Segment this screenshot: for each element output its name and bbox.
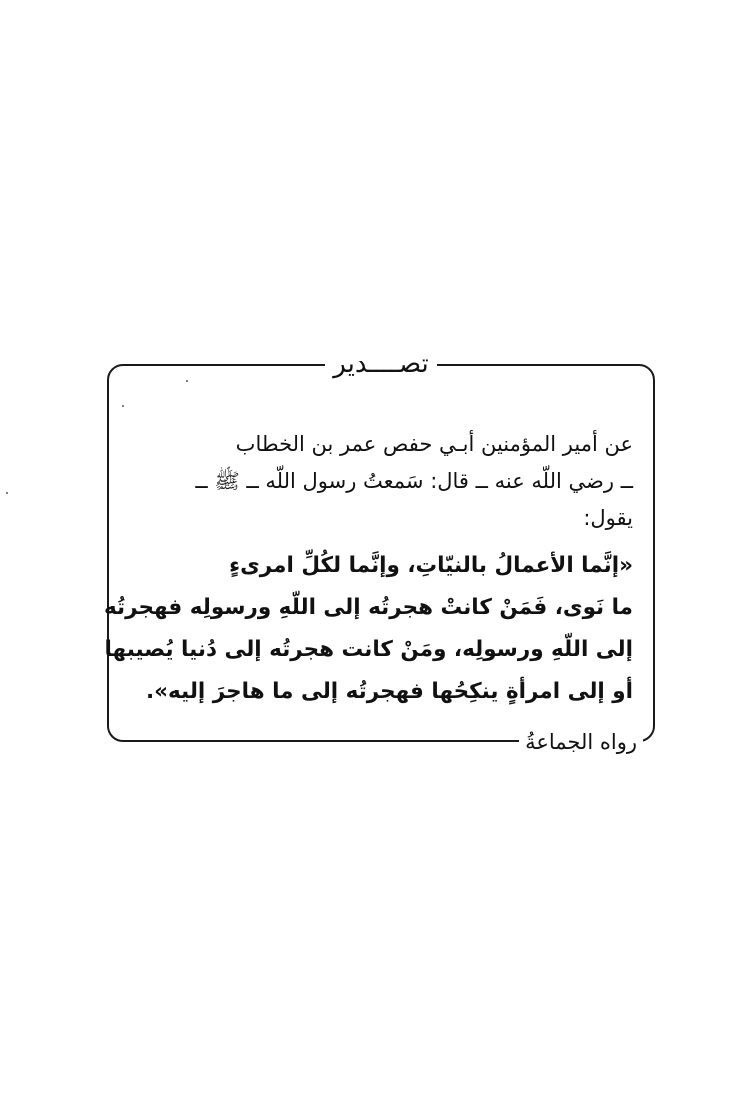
epigraph-frame xyxy=(103,349,655,754)
intro-line: ــ رضي اللّه عنه ــ قال: سَمعتُ رسول اللّه ــ ﷺ ــ xyxy=(195,469,633,493)
hadith-line: «إنَّما الأعمالُ بالنيّاتِ، وإنَّما لكُلِّ امرىءٍ xyxy=(229,553,633,578)
hadith-line: ما نَوى، فَمَنْ كانتْ هجرتُه إلى اللّهِ ورسولِه فهجرتُه xyxy=(103,595,633,620)
attribution: رواه الجماعةُ xyxy=(519,727,643,757)
frame-footer-wrapper xyxy=(519,727,643,757)
hadith-text xyxy=(103,545,633,713)
epigraph-content xyxy=(103,426,633,713)
hadith-line: إلى اللّهِ ورسولِه، ومَنْ كانت هجرتُه إلى دُنيا يُصيبها xyxy=(104,637,633,662)
intro-line: عن أمير المؤمنين أبـي حفص عمر بن الخطاب xyxy=(235,432,633,456)
hadith-line: أو إلى امرأةٍ ينكِحُها فهجرتُه إلى ما هاجرَ إليه». xyxy=(145,679,633,704)
frame-title-wrapper xyxy=(109,346,653,382)
section-title: تصــــدير xyxy=(325,346,436,382)
intro-line: يقول: xyxy=(583,506,633,530)
scan-speck xyxy=(6,492,8,494)
